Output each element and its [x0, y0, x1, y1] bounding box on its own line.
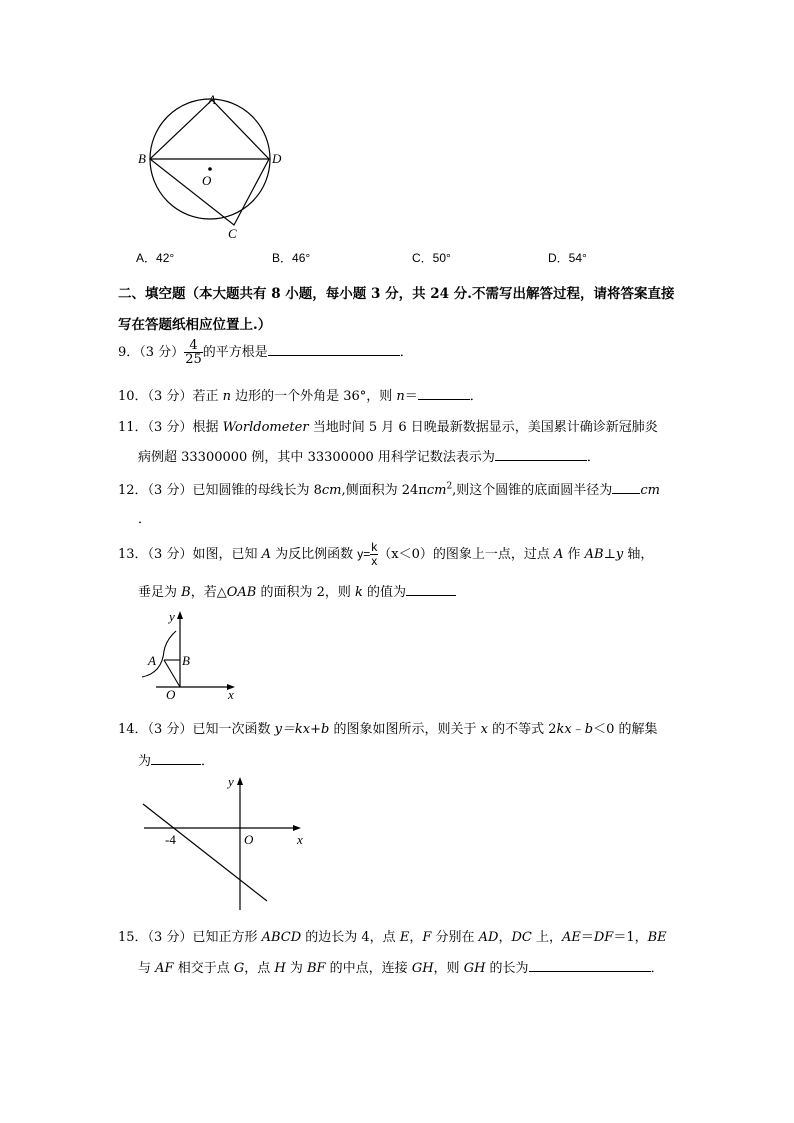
option-d[interactable]: D．54° — [548, 251, 587, 265]
answer-blank-15[interactable] — [529, 959, 651, 972]
answer-blank-14[interactable] — [151, 752, 201, 765]
question-9: 9．（3 分） $\frac{4}{25}$ 的平方根是 ． — [118, 338, 413, 367]
question-13: 13．（3 分）如图，已知 A 为反比例函数 y= $\frac{k}{x}$ （x＜0）的图象上一点，过点 A 作 AB⊥y 轴， — [118, 540, 654, 568]
question-13-line2: 垂足为 B，若△OAB 的面积为 2，则 k 的值为 — [138, 581, 456, 600]
fraction-k-x: $\frac{k}{x}$ — [371, 540, 378, 568]
origin-label-14: O — [244, 832, 254, 847]
answer-blank-13[interactable] — [406, 583, 456, 596]
question-14-line2: 为 ． — [138, 754, 215, 769]
section-title-line2: 写在答题纸相应位置上.） — [118, 317, 272, 333]
question-11-line2: 病例超 33300000 例，其中 33300000 用科学记数法表示为 ． — [138, 450, 600, 465]
option-a[interactable]: A．42° — [136, 251, 175, 265]
question-11: 11．（3 分）根据 Worldometer 当地时间 5 月 6 日晚最新数据显示，美国累计确诊新冠肺炎 — [118, 420, 658, 435]
option-b[interactable]: B．46° — [272, 251, 311, 265]
label-c: C — [228, 226, 237, 241]
question-15-line2: 与 AF 相交于点 G，点 H 为 BF 的中点，连接 GH，则 GH 的长为 ． — [138, 961, 664, 976]
question-14: 14．（3 分）已知一次函数 y＝kx+b 的图象如图所示，则关于 x 的不等式 2kx﹣b＜0 的解集 — [118, 722, 658, 737]
answer-blank-12[interactable] — [612, 481, 640, 494]
label-o: O — [202, 173, 212, 188]
question-10: 10．（3 分）若正 n 边形的一个外角是 36°，则 n＝ ． — [118, 389, 483, 404]
section-title: 二、填空题（本大题共有 8 小题，每小题 3 分，共 24 分.不需写出解答过程，请将答案直接 — [118, 286, 675, 302]
answer-blank-11[interactable] — [495, 448, 587, 461]
tick-label-neg4: -4 — [165, 832, 176, 847]
answer-blank-10[interactable] — [418, 387, 470, 400]
point-label-b: B — [182, 653, 190, 668]
label-d: D — [272, 151, 282, 166]
figure-hyperbola — [136, 607, 246, 702]
figure-circle-quadrilateral — [130, 92, 300, 242]
origin-label: O — [166, 687, 176, 702]
question-15: 15．（3 分）已知正方形 ABCD 的边长为 4，点 E，F 分别在 AD，DC 上，AE＝DF＝1，BE — [118, 930, 667, 945]
option-c[interactable]: C．50° — [412, 251, 451, 265]
figure-linear-function — [136, 772, 316, 914]
question-12-line2: ． — [138, 512, 152, 527]
axis-label-x-14: x — [297, 832, 303, 847]
point-label-a: A — [148, 653, 156, 668]
axis-label-y-14: y — [228, 774, 234, 789]
question-12: 12．（3 分）已知圆锥的母线长为 8cm,侧面积为 24πcm$^2$,则这个圆锥的底面圆半径为 cm — [118, 481, 660, 498]
label-a: A — [208, 92, 216, 107]
axis-label-y: y — [169, 609, 175, 624]
axis-label-x: x — [228, 687, 234, 702]
answer-blank-9[interactable] — [268, 343, 400, 356]
fraction-4-25: $\frac{4}{25}$ — [185, 338, 202, 367]
label-b: B — [138, 151, 146, 166]
